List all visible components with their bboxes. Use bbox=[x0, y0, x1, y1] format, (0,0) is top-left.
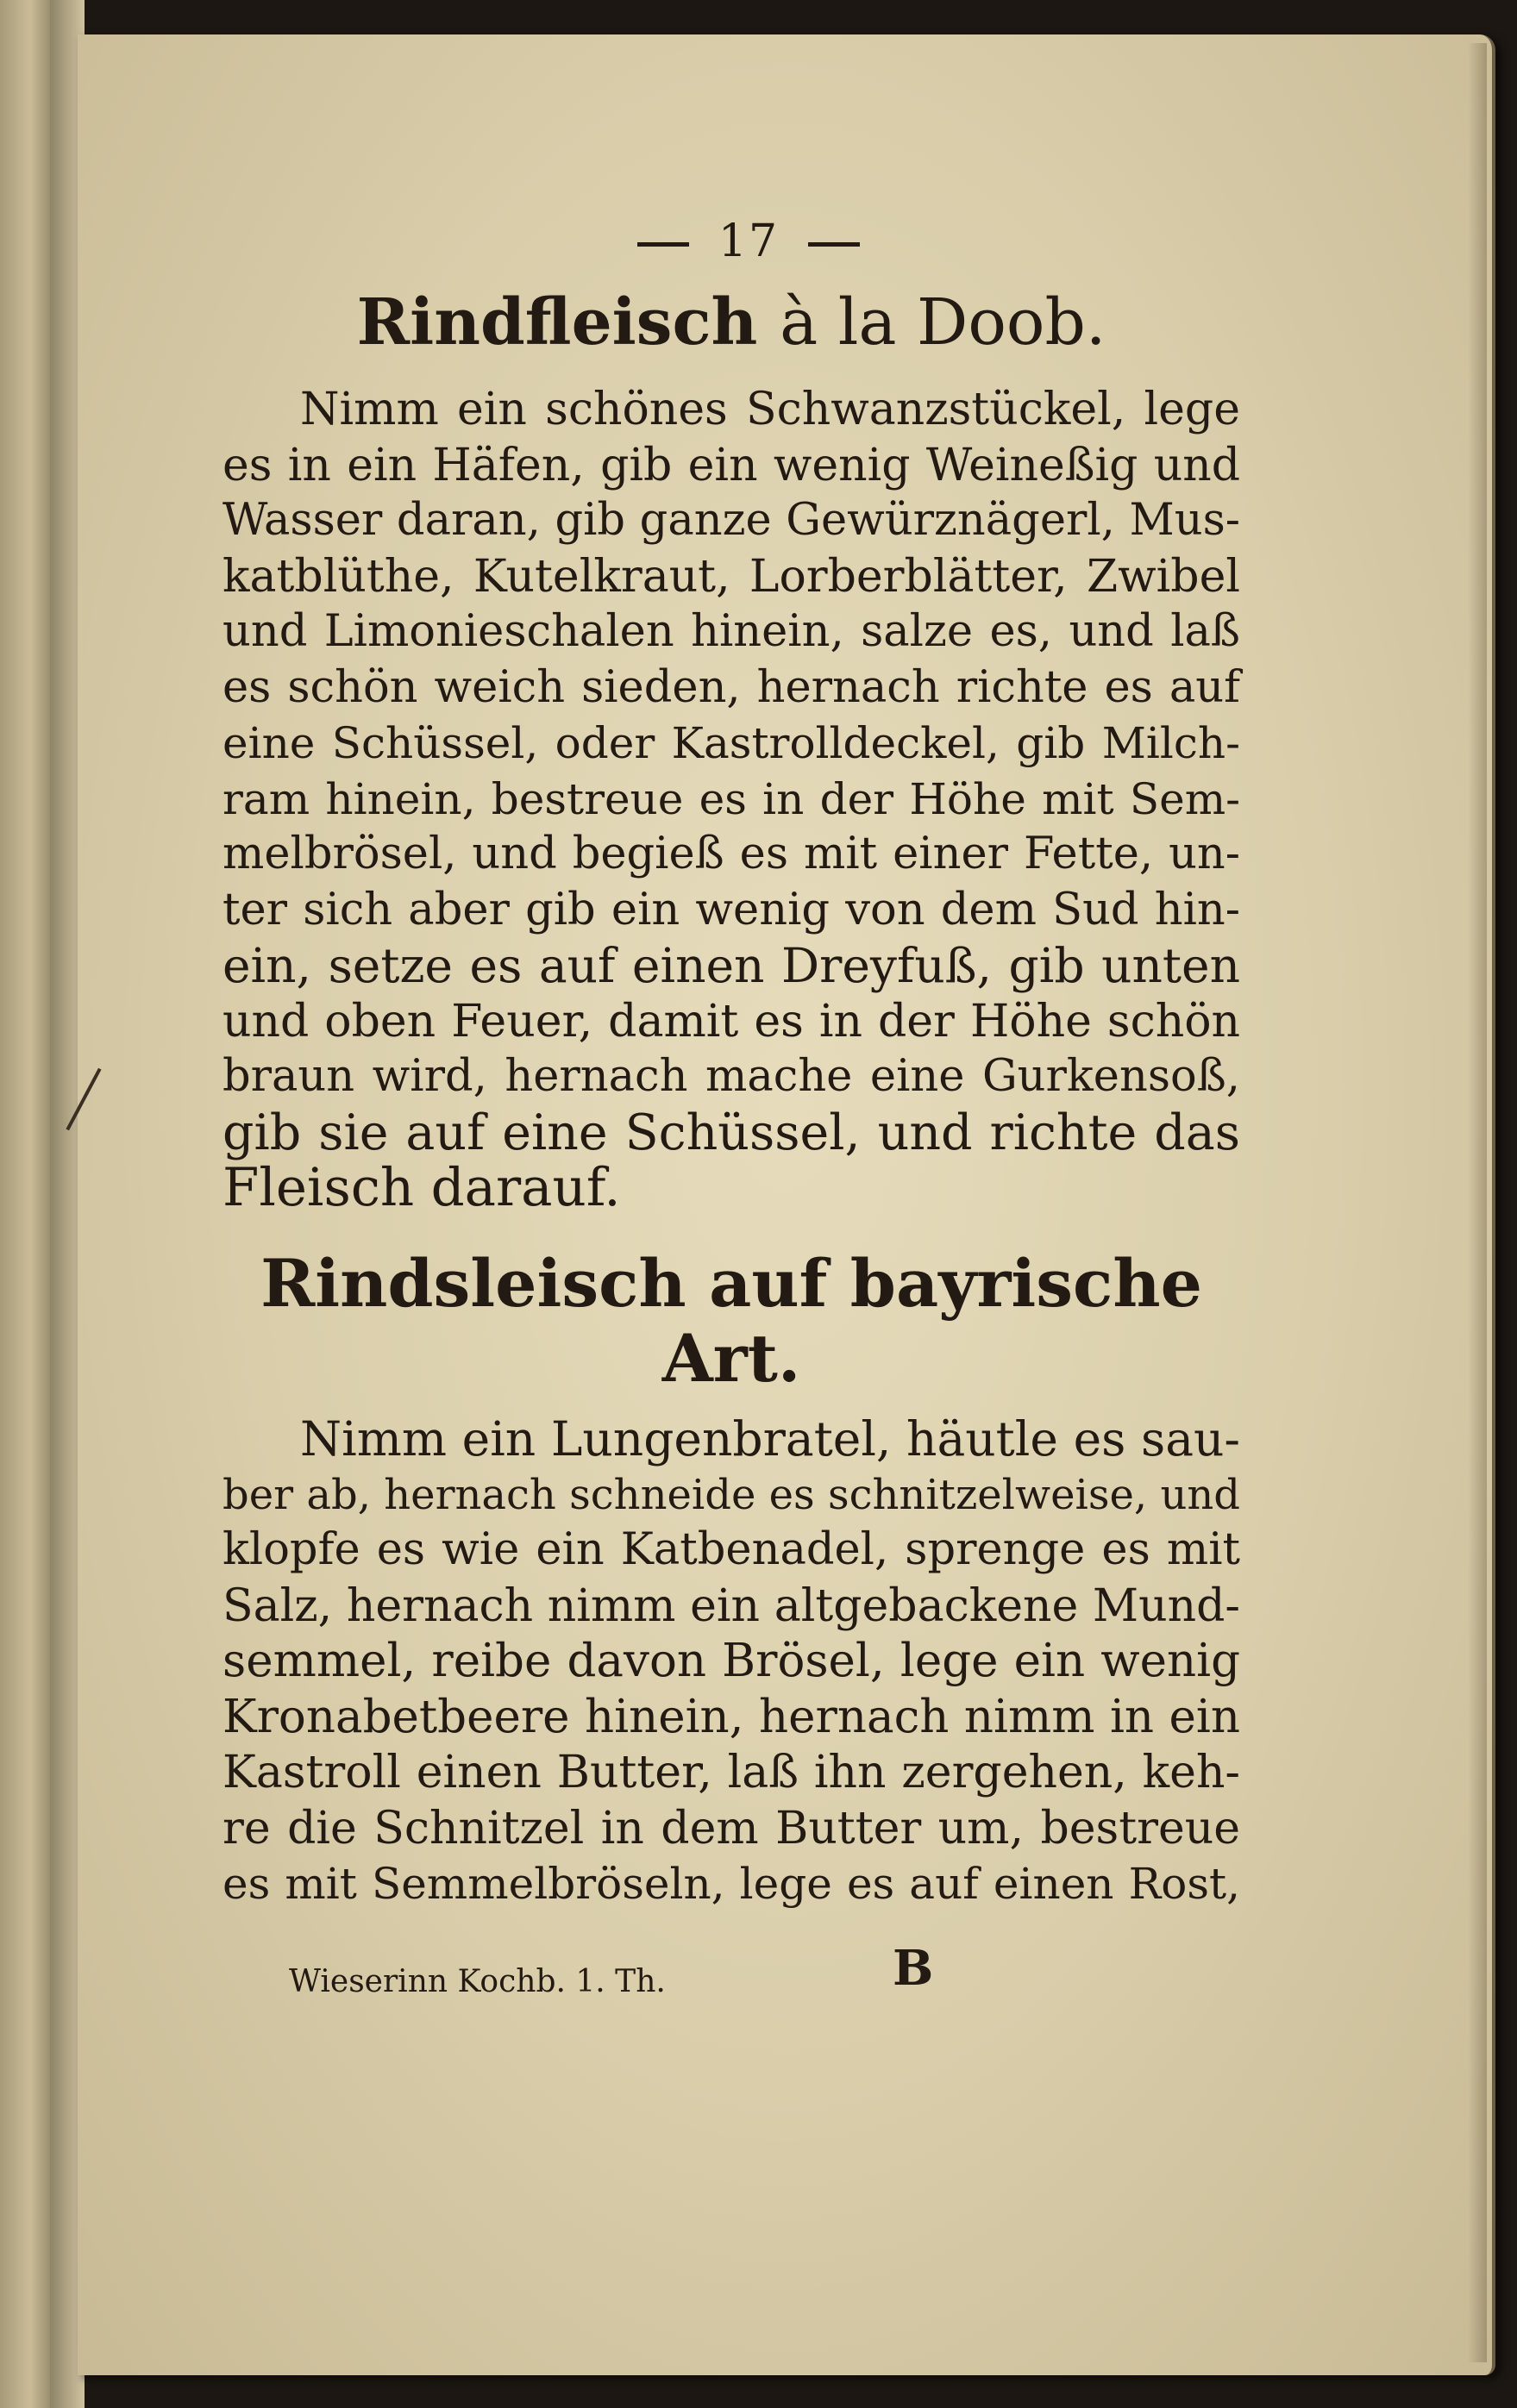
text-line: Salz, hernach nimm ein altgebackene Mund- bbox=[223, 1579, 1240, 1632]
page-number bbox=[257, 216, 1240, 267]
text-line: ber ab, hernach schneide es schnitzelweise, und bbox=[223, 1470, 1240, 1519]
text-line: ein, setze es auf einen Dreyfuß, gib unten bbox=[223, 938, 1240, 994]
text-line: braun wird, hernach mache eine Gurkensoß, bbox=[223, 1051, 1240, 1103]
text-line: Wasser daran, gib ganze Gewürznägerl, Mus- bbox=[223, 495, 1240, 547]
text-line: eine Schüssel, oder Kastrolldeckel, gib Milch- bbox=[223, 718, 1240, 769]
text-line: ter sich aber gib ein wenig von dem Sud hin- bbox=[223, 884, 1240, 935]
text-line: ram hinein, bestreue es in der Höhe mit Sem- bbox=[223, 773, 1240, 824]
text-line: re die Schnitzel in dem Butter um, bestreue bbox=[223, 1802, 1240, 1854]
text-line: Nimm ein schönes Schwanzstückel, lege bbox=[300, 384, 1240, 436]
dash-right bbox=[808, 242, 860, 247]
text-line: katblüthe, Kutelkraut, Lorberblätter, Zwibel bbox=[223, 550, 1240, 603]
text-line: Kastroll einen Butter, laß ihn zergehen, keh- bbox=[223, 1747, 1240, 1799]
recipe-title-1-latin: à la Doob. bbox=[780, 285, 1106, 360]
text-line: gib sie auf eine Schüssel, und richte das bbox=[223, 1104, 1240, 1161]
text-line: Nimm ein Lungenbratel, häutle es sau- bbox=[300, 1411, 1240, 1467]
text-line: es mit Semmelbröseln, lege es auf einen Rost, bbox=[223, 1859, 1240, 1910]
dash-left bbox=[637, 242, 689, 247]
page-footer bbox=[289, 1940, 1238, 2000]
text-line: Fleisch darauf. bbox=[223, 1157, 621, 1219]
recipe-title-1 bbox=[223, 286, 1240, 360]
text-line: melbrösel, und begieß es mit einer Fette, un- bbox=[223, 829, 1240, 880]
text-line: es in ein Häfen, gib ein wenig Weineßig und bbox=[223, 439, 1240, 491]
text-line: es schön weich sieden, hernach richte es auf bbox=[223, 661, 1240, 713]
recipe-body-1 bbox=[223, 382, 1240, 1217]
printer-signature: Wieserinn Kochb. 1. Th. bbox=[289, 1964, 666, 1999]
recipe-title-2: Rindsleisch auf bayrische Art. bbox=[260, 1244, 1202, 1397]
recipe-body-2 bbox=[223, 1411, 1240, 1912]
page-content bbox=[223, 216, 1240, 1912]
text-line: semmel, reibe davon Brösel, lege ein wenig bbox=[223, 1635, 1240, 1688]
text-line: Kronabetbeere hinein, hernach nimm in ein bbox=[223, 1690, 1240, 1743]
gathering-signature: B bbox=[893, 1940, 934, 1997]
recipe-title-1-main: Rindfleisch bbox=[356, 285, 758, 360]
text-line: und Limonieschalen hinein, salze es, und laß bbox=[223, 606, 1240, 658]
text-line: und oben Feuer, damit es in der Höhe schön bbox=[223, 995, 1240, 1048]
page-number-text: 17 bbox=[718, 216, 780, 267]
previous-page-edge bbox=[0, 0, 50, 2408]
text-line: klopfe es wie ein Katbenadel, sprenge es mit bbox=[223, 1524, 1240, 1576]
